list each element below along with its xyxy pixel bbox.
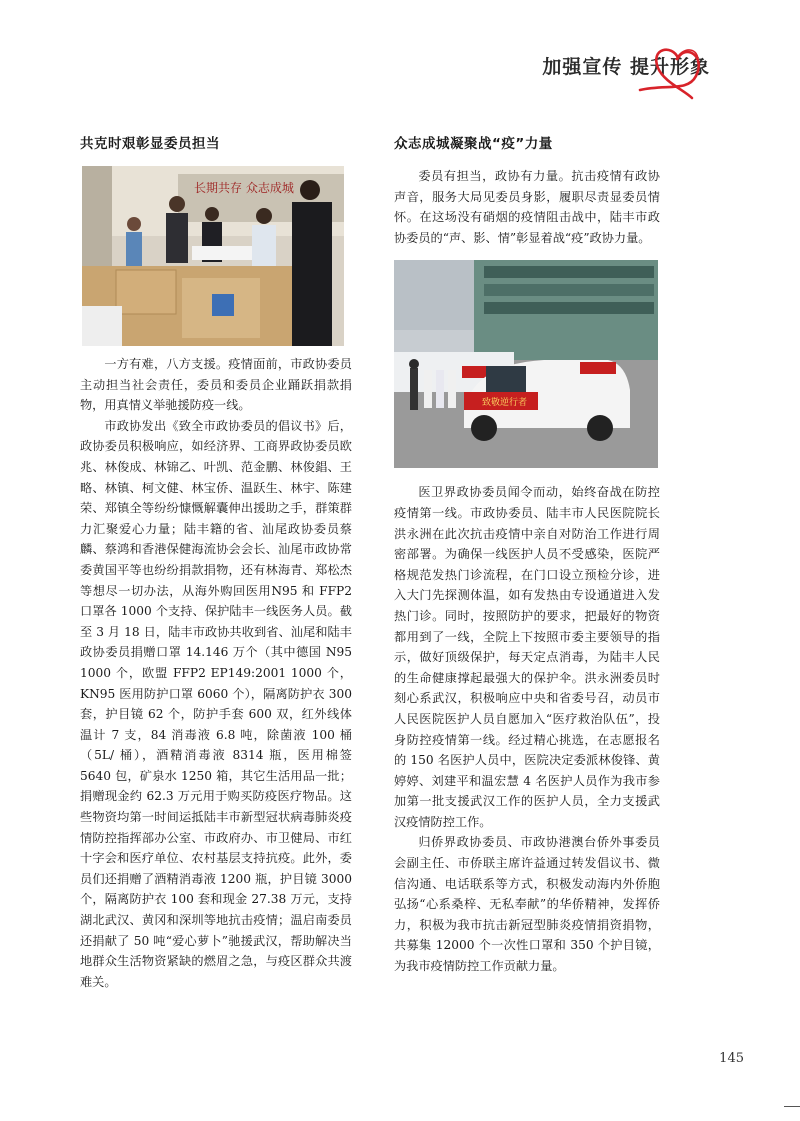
right-column: [394, 132, 660, 977]
left-paragraph-1: 一方有难，八方支援。疫情面前，市政协委员主动担当社会责任，委员和委员企业踊跃捐款捐物，用真情义举驰援防疫一线。: [80, 357, 352, 413]
heart-logo-icon: [636, 38, 726, 102]
right-section-title: 众志成城凝聚战“疫”力量: [394, 136, 553, 152]
header-title: 加强宣传 提升形象: [542, 56, 710, 78]
photo-banner-text: 致敬逆行者: [482, 398, 528, 409]
donation-photo: [82, 166, 344, 346]
right-paragraph-1: 医卫界政协委员闻令而动，始终奋战在防控疫情第一线。市政协委员、陆丰市人民医院院长洪永洲在此次抗击疫情中亲自对防治工作进行周密部署。为确保一线医护人员不受感染，医院严格规范发热门诊流程，在门口设立预检分诊，进入大门先探测体温，如有发热由专设通道进入发热门诊。同时，按照防护的要求，把最好的物资都用到了一线，全院上下按照市委主要领导的指示，做好顶级保护，每天定点消毒，为陆丰人民的生命健康撑起最强大的保护伞。洪永洲委员时刻心系武汉，积极响应中央和省委号召，动员市人民医院医护人员自愿加入“医疗救治队伍”，投身防控疫情第一线。经过精心挑选，在志愿报名的 150 名医护人员中，医院决定委派林俊锋、黄婷婷、刘建平和温宏慧 4 名医护人员作为我市参加第一批支援武汉工作的医护人员，全力支援武汉疫情防控工作。: [394, 485, 660, 829]
medical-team-photo: [394, 260, 658, 468]
left-section-title: 共克时艰彰显委员担当: [80, 136, 220, 152]
left-column: [80, 132, 352, 992]
page-number: 145: [719, 1051, 744, 1066]
crop-mark: [784, 1106, 800, 1107]
right-intro: 委员有担当，政协有力量。抗击疫情有政协声音，服务大局见委员身影，履职尽责显委员情怀。在这场没有硝烟的疫情阻击战中，陆丰市政协委员的“声、影、情”彰显着战“疫”政协力量。: [394, 169, 660, 245]
right-paragraph-2: 归侨界政协委员、市政协港澳台侨外事委员会副主任、市侨联主席许益通过转发倡议书、微信沟通、电话联系等方式，积极发动海内外侨胞弘扬“心系桑梓、无私奉献”的华侨精神，发挥侨力，积极为我市抗击新冠型肺炎疫情捐资捐物，共募集 12000 个一次性口罩和 350 个护目镜，为我市疫情防控工作贡献力量。: [394, 835, 660, 974]
photo-banner-text: 长期共存 众志成城: [194, 181, 294, 195]
left-paragraph-2: 市政协发出《致全市政协委员的倡议书》后，政协委员积极响应，如经济界、工商界政协委员欧兆、林俊成、林锦乙、叶凯、范金鹏、林俊錩、王略、林镇、柯文健、林宝侨、温跃生、林宇、陈建荣、郑镇全等纷纷慷慨解囊伸出援助之手，群策群力汇聚爱心力量；陆丰籍的省、汕尾政协委员蔡麟、蔡鸿和香港保健海流协会会长、汕尾市政协常委黄国平等也纷纷捐款捐物，还有林海青、郑松杰等想尽一切办法，从海外购回医用N95 和 FFP2 口罩各 1000 个支持、保护陆丰一线医务人员。截至 3 月 18 日，陆丰市政协共收到省、汕尾和陆丰政协委员捐赠口罩 14.146 万个（其中德国 N95 1000 个，欧盟 FFP2 EP149:2001 1000 个，KN95 医用防护口罩 6060 个），隔离防护衣 300 套，护目镜 62 个，防护手套 600 双，红外线体温计 7 支，84 消毒液 6.8 吨，除菌液 100 桶（5L/ 桶），酒精消毒液 8314 瓶，医用棉签 5640 包，矿泉水 1250 箱，其它生活用品一批；捐赠现金约 62.3 万元用于购买防疫医疗物品。这些物资均第一时间运抵陆丰市新型冠状病毒肺炎疫情防控指挥部办公室、市政府办、市卫健局、市红十字会和医疗单位、农村基层支持抗疫。此外，委员们还捐赠了酒精消毒液 1200 瓶，护目镜 3000 个，隔离防护衣 100 套和现金 27.38 万元，支持湖北武汉、黄冈和深圳等地抗击疫情；温启南委员还捐献了 50 吨“爱心萝卜”驰援武汉，帮助解决当地群众生活物资紧缺的燃眉之急，与疫区群众共渡难关。: [80, 418, 352, 989]
